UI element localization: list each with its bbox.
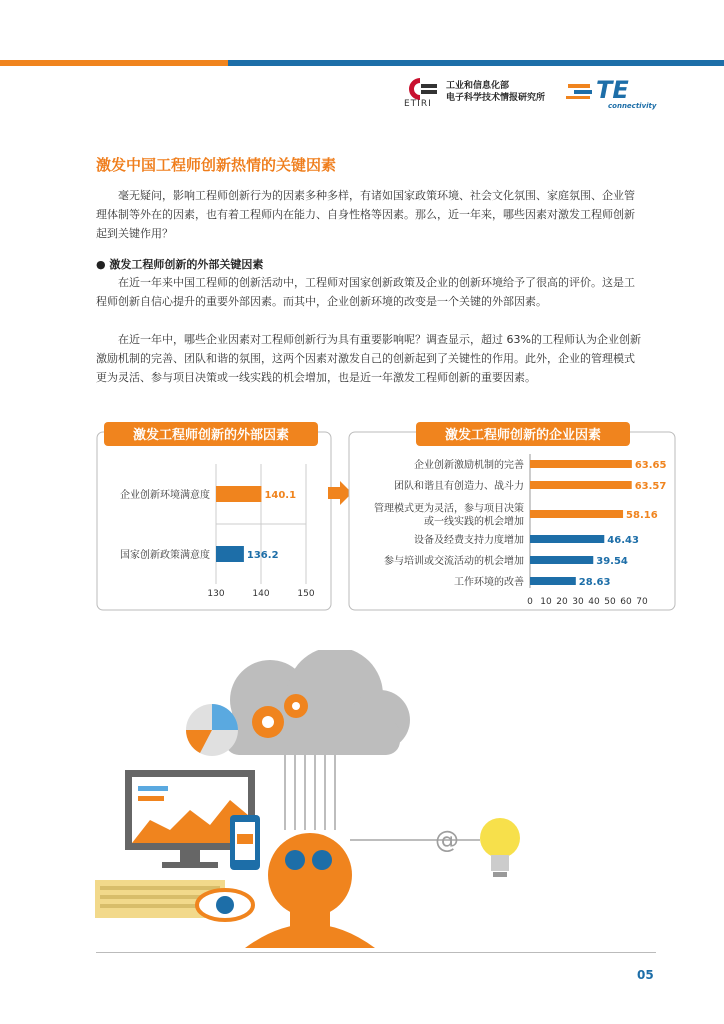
chart2-tick-label: 20 [556,597,568,607]
chart1-data-label: 140.1 [264,490,297,501]
chart1-title: 激发工程师创新的外部因素 [132,428,290,443]
chart2-data-label: 46.43 [607,535,639,546]
chart2-bar [530,535,604,543]
chart2-bar [530,481,632,489]
chart2-category-label: 设备及经费支持力度增加 [414,535,524,546]
te-subtitle: connectivity [608,102,657,110]
chart2-category-label: 或一线实践的机会增加 [424,516,524,528]
org-line2: 电子科学技术情报研究所 [446,93,546,103]
chart2-tick-label: 10 [540,597,552,607]
pie-chart-icon [186,704,238,756]
chart2-bar [530,577,576,585]
eye-icon [197,890,253,920]
chart1-data-label: 136.2 [246,550,279,561]
te-logo-text: TE [596,76,629,104]
chart-enterprise-factors [348,418,678,614]
at-symbol: @ [435,826,459,854]
chart1-frame [97,432,331,610]
chart2-data-label: 58.16 [626,510,658,521]
chart1-category-label: 企业创新环境满意度 [120,490,210,501]
footer-divider [96,952,656,953]
chart1-tick-label: 150 [297,589,315,599]
section-heading: ● 激发工程师创新的外部关键因素 [96,258,264,271]
org-name [446,80,545,104]
chart2-tick-label: 50 [604,597,616,607]
page-number: 05 [637,968,654,982]
te-logo-icon [566,74,662,104]
header-bar-blue [228,60,724,66]
etiri-label: ETIRI [404,99,432,109]
org-line1: 工业和信息化部 [446,81,510,91]
chart2-category-label: 工作环境的改善 [454,577,524,588]
person-head-icon [245,833,375,948]
chart1-category-label: 国家创新政策满意度 [120,550,210,561]
chart2-tick-label: 0 [527,597,533,607]
chart1-bar [216,486,261,502]
page-title: 激发中国工程师创新热情的关键因素 [96,156,337,174]
chart1-tick-label: 140 [252,589,270,599]
chart2-bar [530,460,632,468]
chart1-tick-label: 130 [207,589,225,599]
chart2-category-label: 企业创新激励机制的完善 [414,460,524,471]
chart2-bar [530,510,623,518]
section-paragraph-2: 在近一年中，哪些企业因素对工程师创新行为具有重要影响呢？调查显示，超过 63%的工程师认为企业创新激励机制的完善、团队和谐的氛围，这两个因素对激发自己的创新起到了关键性的作用。此外，企业的管理模式更为灵活、参与项目决策或一线实践的机会增加，也是近一年激发工程师创新的重要因素。 [96,333,641,384]
intro-paragraph: 毫无疑问，影响工程师创新行为的因素多种多样，有诸如国家政策环境、社会文化氛围、家庭氛围、企业管理体制等外在的因素，也有着工程师内在能力、自身性格等因素。那么，近一年来，哪些因素对激发工程师创新起到关键作用？ [96,189,635,240]
phone-icon [230,815,260,870]
cloud-icon [225,650,410,755]
chart2-category-label: 团队和谐且有创造力、战斗力 [394,481,524,492]
chart2-data-label: 28.63 [578,577,611,588]
chart2-bar [530,556,593,564]
chart2-tick-label: 70 [636,597,648,607]
chart2-data-label: 39.54 [596,556,628,567]
header-bar-orange [0,60,228,66]
chart2-tick-label: 40 [588,597,600,607]
lightbulb-icon [480,818,520,877]
chart-external-factors [96,418,332,614]
chart2-data-label: 63.57 [634,481,667,492]
chart2-tick-label: 30 [572,597,584,607]
chart2-tick-label: 60 [620,597,632,607]
innovation-illustration [90,650,550,950]
chart2-category-label: 管理模式更为灵活，参与项目决策 [374,503,524,515]
section-paragraph-1: 在近一年来中国工程师的创新活动中，工程师对国家创新政策及企业的创新环境给予了很高的评价。这是工程师创新自信心提升的重要外部因素。而其中，企业创新环境的改变是一个关键的外部因素。 [96,276,635,308]
chart2-data-label: 63.65 [634,460,667,471]
chart2-title: 激发工程师创新的企业因素 [444,428,602,443]
chart1-bar [216,546,244,562]
chart2-category-label: 参与培训或交流活动的机会增加 [384,556,524,567]
